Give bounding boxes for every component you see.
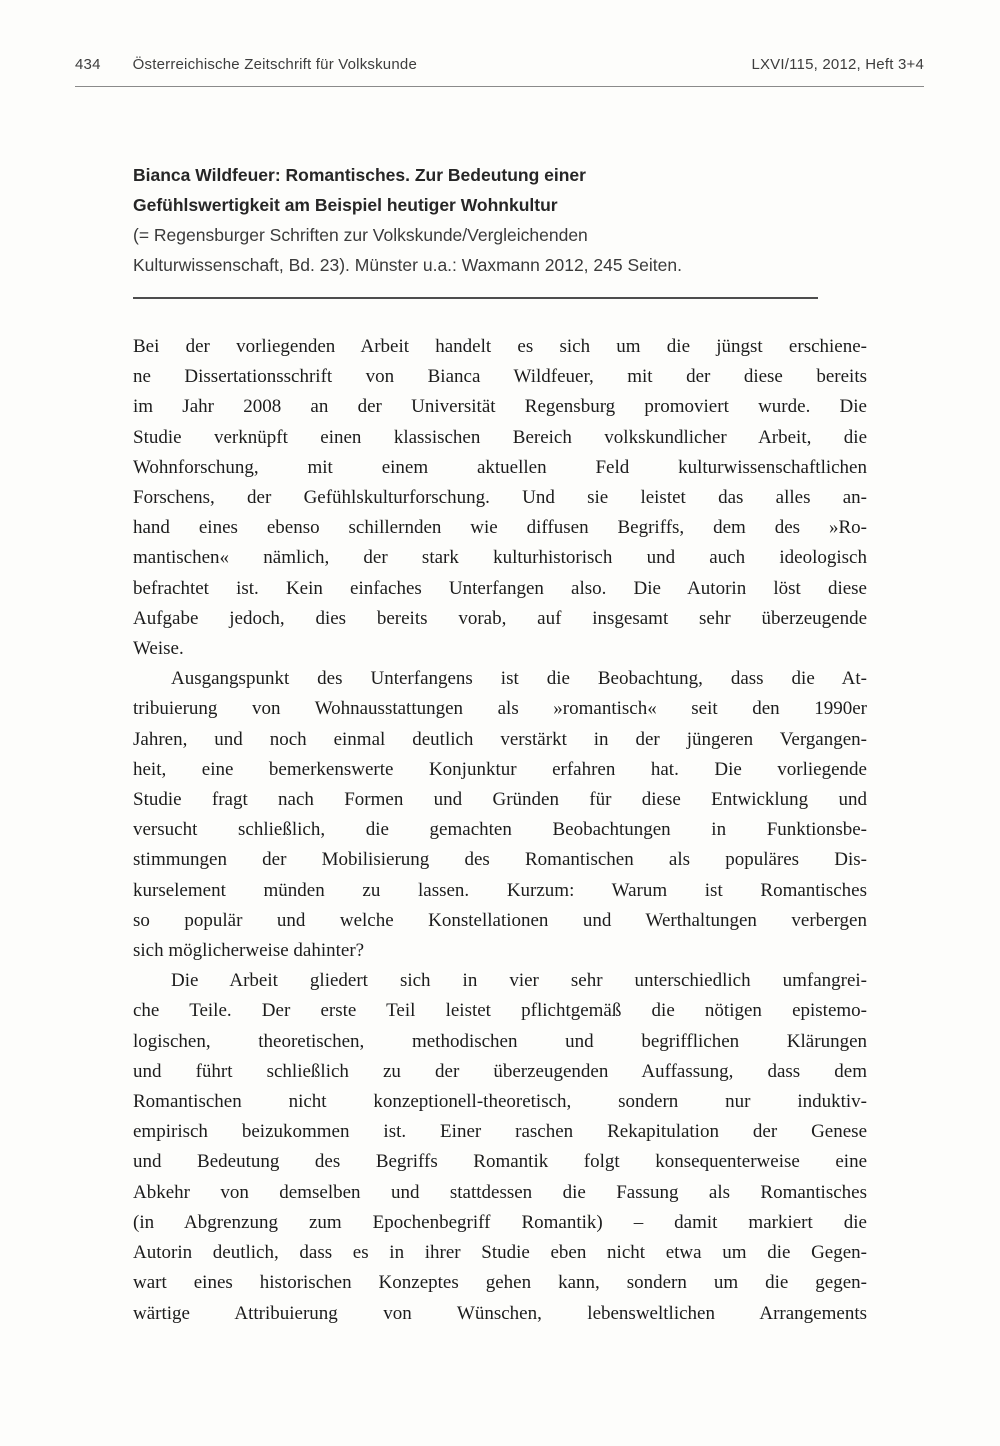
body-line: im Jahr 2008 an der Universität Regensburg promoviert wurde. Die — [133, 396, 867, 418]
review-title-line-2: Gefühlswertigkeit am Beispiel heutiger Wohnkultur — [133, 195, 558, 215]
body-line: Weise. — [133, 638, 184, 660]
body-line: Forschens, der Gefühlskulturforschung. Und sie leistet das alles an- — [133, 487, 867, 509]
body-line: befrachtet ist. Kein einfaches Unterfangen also. Die Autorin löst diese — [133, 577, 867, 599]
body-line: Autorin deutlich, dass es in ihrer Studie eben nicht etwa um die Gegen- — [133, 1242, 867, 1264]
body-line: wärtige Attribuierung von Wünschen, lebensweltlichen Arrangements — [133, 1302, 867, 1324]
body-line: stimmungen der Mobilisierung des Romantischen als populäres Dis- — [133, 849, 867, 871]
body-line: heit, eine bemerkenswerte Konjunktur erfahren hat. Die vorliegende — [133, 758, 867, 780]
body-line: Romantischen nicht konzeptionell-theoretisch, sondern nur induktiv- — [133, 1091, 867, 1113]
body-line: tribuierung von Wohnausstattungen als »romantisch« seit den 1990er — [133, 698, 867, 720]
body-line: logischen, theoretischen, methodischen und begrifflichen Klärungen — [133, 1030, 867, 1052]
body-line: kurselement münden zu lassen. Kurzum: Warum ist Romantisches — [133, 879, 867, 901]
review-heading — [133, 160, 873, 280]
body-line: sich möglicherweise dahinter? — [133, 940, 365, 962]
body-line: Wohnforschung, mit einem aktuellen Feld kulturwissenschaftlichen — [133, 456, 867, 478]
heading-rule — [133, 297, 818, 299]
body-text — [133, 332, 867, 1329]
running-header-left — [75, 56, 417, 73]
review-subtitle-line-1: (= Regensburger Schriften zur Volkskunde/Vergleichenden — [133, 225, 588, 245]
body-line: versucht schließlich, die gemachten Beobachtungen in Funktionsbe- — [133, 819, 867, 841]
body-line: wart eines historischen Konzeptes gehen kann, sondern um die gegen- — [133, 1272, 867, 1294]
header-rule — [75, 86, 924, 87]
body-line: Studie verknüpft einen klassischen Bereich volkskundlicher Arbeit, die — [133, 426, 867, 448]
body-line: und führt schließlich zu der überzeugenden Auffassung, dass dem — [133, 1060, 867, 1082]
issue-info: LXVI/115, 2012, Heft 3+4 — [751, 56, 924, 73]
body-line: Jahren, und noch einmal deutlich verstärkt in der jüngeren Vergangen- — [133, 728, 867, 750]
body-line: so populär und welche Konstellationen und Werthaltungen verbergen — [133, 909, 867, 931]
body-line: Bei der vorliegenden Arbeit handelt es sich um die jüngst erschiene- — [133, 336, 867, 357]
review-subtitle-line-2: Kulturwissenschaft, Bd. 23). Münster u.a.: Waxmann 2012, 245 Seiten. — [133, 255, 682, 275]
body-line: che Teile. Der erste Teil leistet pflichtgemäß die nötigen epistemo- — [133, 1000, 867, 1022]
body-line: Die Arbeit gliedert sich in vier sehr unterschiedlich umfangrei- — [171, 970, 867, 992]
body-line: empirisch beizukommen ist. Einer raschen Rekapitulation der Genese — [133, 1121, 867, 1143]
body-line: mantischen« nämlich, der stark kulturhistorisch und auch ideologisch — [133, 547, 867, 569]
page-number: 434 — [75, 56, 101, 73]
body-line: Aufgabe jedoch, dies bereits vorab, auf insgesamt sehr überzeugende — [133, 607, 867, 629]
body-line: Abkehr von demselben und stattdessen die Fassung als Romantisches — [133, 1181, 867, 1203]
body-line: hand eines ebenso schillernden wie diffusen Begriffs, dem des »Ro- — [133, 517, 867, 539]
body-line: Ausgangspunkt des Unterfangens ist die Beobachtung, dass die At- — [171, 668, 867, 690]
running-header — [75, 56, 924, 73]
body-line: ne Dissertationsschrift von Bianca Wildfeuer, mit der diese bereits — [133, 366, 867, 388]
body-line: (in Abgrenzung zum Epochenbegriff Romantik) – damit markiert die — [133, 1211, 867, 1233]
journal-title: Österreichische Zeitschrift für Volkskunde — [132, 56, 417, 73]
review-title-line-1: Bianca Wildfeuer: Romantisches. Zur Bedeutung einer — [133, 165, 586, 185]
body-line: Studie fragt nach Formen und Gründen für diese Entwicklung und — [133, 789, 867, 811]
body-line: und Bedeutung des Begriffs Romantik folgt konsequenterweise eine — [133, 1151, 867, 1173]
